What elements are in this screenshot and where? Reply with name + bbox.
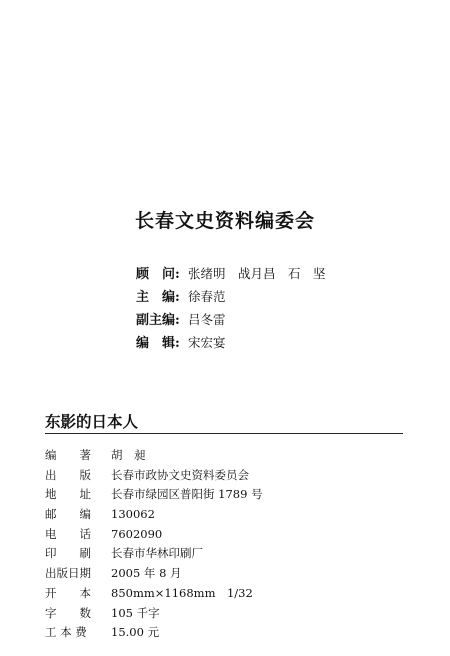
- imprint-label: 出版日期: [45, 566, 91, 581]
- imprint-row-format: [45, 585, 263, 605]
- imprint-list: [45, 447, 263, 644]
- committee-label: 顾 问:: [136, 267, 180, 282]
- imprint-value: 2005 年 8 月: [111, 566, 182, 581]
- committee-row-chief-editor: [136, 286, 326, 309]
- imprint-label: 字 数: [45, 605, 91, 620]
- imprint-row-phone: [45, 526, 263, 546]
- imprint-row-publish-date: [45, 565, 263, 585]
- imprint-label: 工 本 费: [45, 625, 87, 640]
- committee-value: 张绪明 战月昌 石 坚: [188, 266, 326, 281]
- committee-list: [136, 263, 326, 355]
- imprint-label: 开 本: [45, 585, 91, 600]
- book-title: 东影的日本人: [45, 412, 139, 431]
- imprint-value: 长春市华林印刷厂: [111, 546, 203, 561]
- committee-label: 主 编:: [136, 290, 180, 305]
- committee-label: 副主编:: [136, 313, 180, 328]
- imprint-row-publisher: [45, 467, 263, 487]
- imprint-value: 胡 昶: [111, 448, 146, 462]
- imprint-value: 7602090: [111, 526, 163, 541]
- committee-row-deputy-editor: [136, 309, 326, 332]
- imprint-value: 850mm×1168mm 1/32: [111, 585, 253, 600]
- committee-value: 吕冬雷: [188, 312, 226, 327]
- imprint-row-postcode: [45, 506, 263, 526]
- committee-row-editor: [136, 332, 326, 355]
- imprint-label: 印 刷: [45, 546, 91, 561]
- imprint-label: 地 址: [45, 487, 91, 502]
- imprint-row-cost: [45, 624, 263, 644]
- imprint-row-printer: [45, 545, 263, 565]
- imprint-label: 编 著: [45, 448, 91, 462]
- committee-label: 编 辑:: [136, 336, 180, 351]
- committee-value: 徐春范: [188, 289, 226, 304]
- imprint-label: 电 话: [45, 526, 91, 541]
- imprint-value: 15.00 元: [111, 625, 160, 640]
- imprint-value: 130062: [111, 507, 155, 522]
- imprint-label: 出 版: [45, 467, 91, 482]
- imprint-row-word-count: [45, 605, 263, 625]
- imprint-value: 长春市绿园区普阳街 1789 号: [111, 487, 263, 502]
- imprint-value: 105 千字: [111, 605, 160, 620]
- imprint-label: 邮 编: [45, 507, 91, 522]
- committee-title: 长春文史资料编委会: [134, 210, 315, 232]
- imprint-row-author: [45, 447, 263, 467]
- committee-value: 宋宏宴: [188, 335, 226, 350]
- committee-row-advisors: [136, 263, 326, 286]
- imprint-value: 长春市政协文史资料委员会: [111, 467, 249, 482]
- title-divider: [45, 433, 403, 434]
- imprint-row-address: [45, 486, 263, 506]
